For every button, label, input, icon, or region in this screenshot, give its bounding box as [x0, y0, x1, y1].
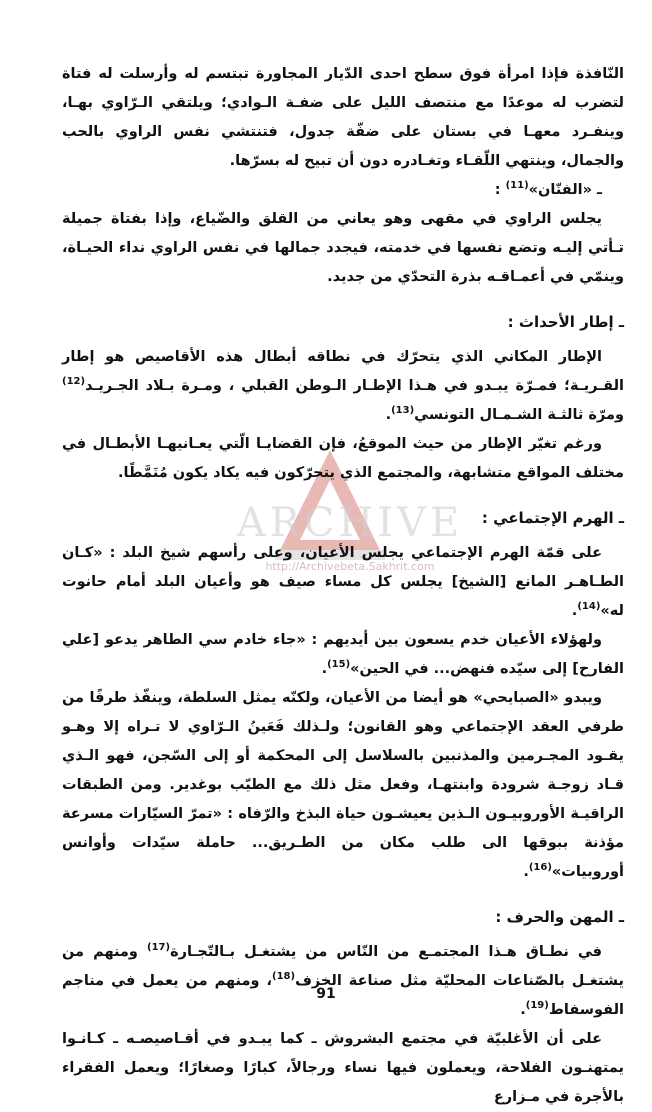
footnote-ref: (11) [505, 180, 529, 192]
document-body [62, 60, 624, 1112]
heading-colon: : [494, 182, 506, 198]
footnote-ref: (19) [525, 1000, 549, 1012]
paragraph-text: . [385, 407, 392, 423]
heading-text: ـ المهن والحرف : [495, 908, 624, 926]
footnote-ref: (14) [577, 601, 601, 613]
paragraph-text: على قمّة الهرم الإجتماعي يجلس الأعيان، وعلى رأسهم شيخ البلد : «كـان الطـاهـر المانع [الشيخ] يجلس كل مساء صيف هو وأعيان البلد أمام حانوت له» [62, 545, 624, 619]
subsection-heading [62, 176, 624, 205]
paragraph-text: ، ومنهم من يعمل في مناجم الفوسفاط [62, 973, 624, 1018]
watermark-url: http://Archivebeta.Sakhrit.com [265, 560, 435, 573]
heading-text: ـ الهرم الإجتماعي : [481, 509, 624, 527]
paragraph [62, 684, 624, 887]
paragraph [62, 60, 624, 176]
footnote-ref: (12) [62, 376, 86, 388]
paragraph-text: ورغم تغيّر الإطار من حيث الموقعُ، فإن القضايـا الّتي يعـانيهـا الأبطـال في مختلف المواقع متشابهة، والمجتمع الذي يتحرّكون فيه يكاد يكون مُنَمَّطًا. [62, 436, 624, 481]
paragraph [62, 343, 624, 430]
paragraph-text: . [571, 603, 578, 619]
paragraph [62, 539, 624, 626]
paragraph [62, 430, 624, 488]
section-heading [62, 308, 624, 337]
paragraph-text: . [523, 864, 529, 880]
paragraph-text: . [520, 1002, 526, 1018]
heading-text: ـ إطار الأحداث : [507, 313, 624, 331]
paragraph-text: الإطار المكاني الذي يتحرّك في نطاقه أبطال هذه الأقاصيص هو إطار القـريـة؛ فمـرّة يبـدو في هـذا الإطـار الـوطن القبلي ، ومـرة بـلاد الجـريـد [62, 349, 624, 394]
paragraph [62, 1025, 624, 1112]
paragraph [62, 626, 624, 684]
paragraph-text: ومنهم من يشتغـل بالصّناعات المحليّة مثل صناعة الخزف [62, 944, 624, 989]
paragraph-text: على أن الأغلبيّة في مجتمع البشروش ـ كما يبـدو في أقـاصيصـه ـ كـانـوا يمتهنـون الفلاحة، ويعملون فيها نساء ورجالاً، كبارًا وصغارًا؛ ويعمل الفقراء بالأجرة في مـزارع [62, 1031, 624, 1105]
footnote-ref: (15) [327, 659, 351, 671]
footnote-ref: (18) [271, 971, 296, 983]
paragraph-text: ومرّة ثالثـة الشـمـال التونسي [414, 407, 624, 423]
paragraph-text: ويبدو «الصبايحي» هو أيضا من الأعيان، ولكنّه يمثل السلطة، وينفّذ طرفًا من طرفي العقد الإجتماعي وهو القانون؛ ولـذلك فَعَينُ الـرّاوي لا تـراه إلا وهـو يقـود المجـرمين والمذنبين بالسلاسل إلى المحكمة أو إلى السّجن، فهو الـذي قـاد زوجـة شرودة وابنتهـا، وفعل مثل ذلك مع الطيّب بوغدير. ومن الطبقات الراقيـة الأوروبيـون الـذين يعيشـون حياة البذخ والرّفاه : «تمرّ السيّارات مسرعة مؤذنة ببوقها الى طلب مكان من الطـريق... حاملة سيّدات وأوانس أوروبيات» [62, 690, 624, 880]
paragraph-text: في نطـاق هـذا المجتمـع من النّاس من يشتغـل بـالتّجـارة [170, 944, 602, 960]
paragraph-text: . [321, 661, 328, 677]
heading-text: ـ «الفنّان» [528, 182, 602, 198]
watermark-text: ARCHIVE [236, 500, 464, 546]
paragraph-text: النّافذة فإذا امرأة فوق سطح احدى الدّيار المجاورة تبتسم له وأرسلت له فتاة لتضرب له موعدًا مع منتصف الليل على ضفـة الـوادي؛ ويلتقي الـرّاوي بهـا، وينفـرد معهـا في بستان على ضفّة جدول، فتنتشي نفس الراوي بالحب والجمال، وينتهي اللّقـاء وتغـادره دون أن تبيح له بسرّها. [62, 66, 624, 169]
footnote-ref: (13) [391, 405, 415, 417]
paragraph [62, 938, 624, 1025]
paragraph-text: يجلس الراوي في مقهى وهو يعاني من القلق والضّياع، وإذا بفتاة جميلة تـأتي إليـه وتضع نفسها في خدمته، فيجدد جمالها في نفس الراوي نداء الحيـاة، وينمّي في أعمـاقـه بذرة التحدّي من جديد. [62, 211, 624, 285]
footnote-ref: (17) [146, 942, 171, 954]
page-number: 91 [316, 986, 336, 1002]
footnote-ref: (16) [528, 862, 552, 874]
section-heading [62, 903, 624, 932]
paragraph [62, 205, 624, 292]
paragraph-text: ولهؤلاء الأعيان خدم يسعون بين أيديهم : «جاء خادم سي الطاهر يدعو [علي الفارح] إلى سيّده فنهض... في الحين» [62, 632, 624, 677]
section-heading [62, 504, 624, 533]
